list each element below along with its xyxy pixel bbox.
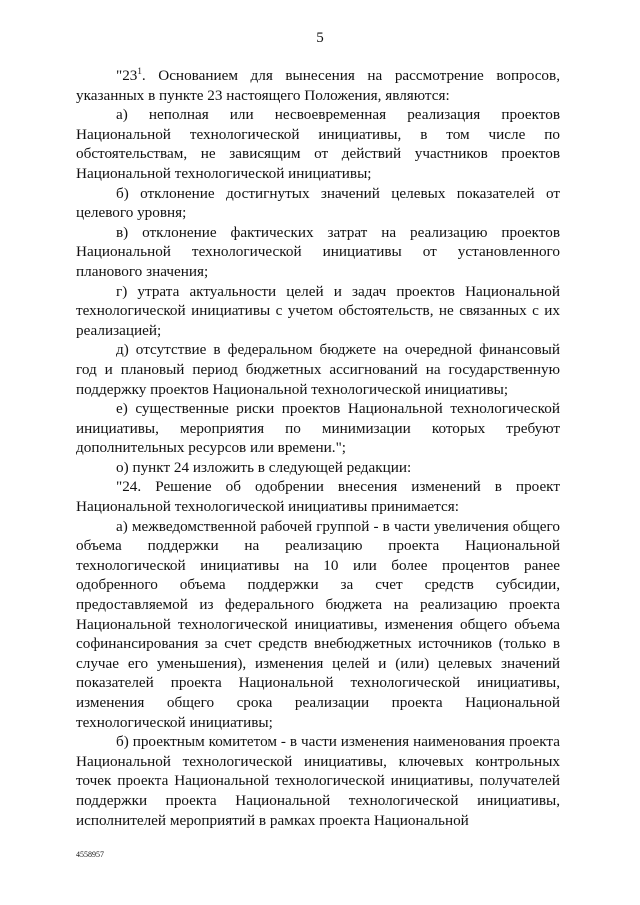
paragraph-item-d: д) отсутствие в федеральном бюджете на очередной финансовый год и плановый период бюджетных ассигнований на государственную поддержку проектов Национальной технологической инициативы; — [76, 341, 560, 398]
paragraph-24-a: а) межведомственной рабочей группой - в части увеличения общего объема поддержки на реализацию проекта Национальной технологической инициативы на 10 или более процентов ранее одобренного объема поддержки за счет средств субсидии, предоставляемой из федерального бюджета на реализацию проекта Национальной технологической инициативы, изменения общего объема софинансирования за счет средств внебюджетных источников (только в случае его уменьшения), изменения целей и (или) целевых значений показателей проекта Национальной технологической инициативы, изменения общего срока реализации проекта Национальной технологической инициативы; — [76, 517, 560, 731]
paragraph-24-b: б) проектным комитетом - в части изменения наименования проекта Национальной технологической инициативы, ключевых контрольных точек проекта Национальной технологической инициативы, получателей поддержки проекта Национальной технологической инициативы, исполнителей мероприятий в рамках проекта Национальной — [76, 733, 560, 829]
clause-superscript: 1 — [137, 66, 142, 76]
paragraph-text: . Основанием для вынесения на рассмотрение вопросов, указанных в пункте 23 настоящего Положения, являются: — [76, 67, 560, 104]
paragraph-item-g: г) утрата актуальности целей и задач проектов Национальной технологической инициативы с учетом обстоятельств, не связанных с их реализацией; — [76, 282, 560, 339]
clause-number: "23 — [116, 67, 138, 84]
paragraph-item-o: о) пункт 24 изложить в следующей редакции: — [116, 458, 412, 476]
page-number: 5 — [316, 30, 324, 46]
paragraph-item-a: а) неполная или несвоевременная реализация проектов Национальной технологической инициативы, в том числе по обстоятельствам, не зависящим от действий участников проектов Национальной технологической инициативы; — [76, 106, 560, 182]
paragraph-24: "24. Решение об одобрении внесения изменений в проект Национальной технологической инициативы принимается: — [76, 478, 560, 516]
document-id: 4558957 — [76, 850, 104, 859]
paragraph-23-1 — [76, 66, 560, 105]
document-body — [76, 66, 560, 830]
paragraph-item-b: б) отклонение достигнутых значений целевых показателей от целевого уровня; — [76, 184, 560, 222]
paragraph-item-e: е) существенные риски проектов Национальной технологической инициативы, мероприятия по минимизации которых требуют дополнительных ресурсов или времени."; — [76, 400, 560, 457]
paragraph-item-v: в) отклонение фактических затрат на реализацию проектов Национальной технологической инициативы от установленного планового значения; — [76, 223, 560, 280]
